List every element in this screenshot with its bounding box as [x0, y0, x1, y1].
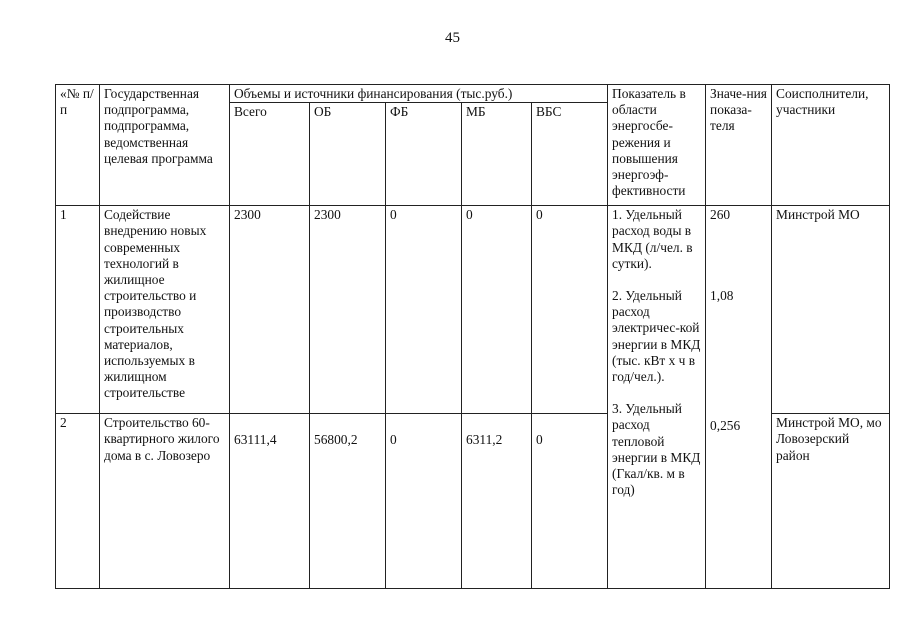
indicator-value: 1,08 — [710, 288, 734, 304]
row-funding-fb: 0 — [386, 414, 462, 589]
row-funding-vbs: 0 — [532, 414, 608, 589]
indicator-item: 1. Удельный расход воды в МКД (л/чел. в сутки). — [612, 207, 693, 271]
header-funding-mb: МБ — [462, 103, 532, 206]
page-number: 45 — [445, 30, 460, 46]
header-funding-vbs: ВБС — [532, 103, 608, 206]
row-executors: Минстрой МО — [772, 206, 890, 414]
header-values: Значе-ния показа-теля — [706, 85, 772, 206]
row-program: Содействие внедрению новых современных технологий в жилищное строительство и производство строительных материалов, используемых в жилищном строительстве — [100, 206, 230, 414]
row-num: 2 — [56, 414, 100, 589]
header-funding-fb: ФБ — [386, 103, 462, 206]
row-funding-vbs: 0 — [532, 206, 608, 414]
indicator-value: 260 — [710, 207, 731, 223]
header-indicator: Показатель в области энергосбе-режения и повышения энергоэф-фективности — [608, 85, 706, 206]
row-funding-total: 2300 — [230, 206, 310, 414]
indicator-value: 0,256 — [710, 417, 741, 433]
row-program: Строительство 60-квартирного жилого дома в с. Ловозеро — [100, 414, 230, 589]
row-funding-mb: 6311,2 — [462, 414, 532, 589]
header-funding-ob: ОБ — [310, 103, 386, 206]
row-funding-total: 63111,4 — [230, 414, 310, 589]
row-executors: Минстрой МО, мо Ловозерский район — [772, 414, 890, 589]
program-table — [55, 84, 890, 589]
header-executors: Соисполнители, участники — [772, 85, 890, 206]
indicators-cell — [608, 206, 706, 589]
row-funding-ob: 2300 — [310, 206, 386, 414]
row-funding-fb: 0 — [386, 206, 462, 414]
indicator-values-cell — [706, 206, 772, 589]
header-program: Государственная подпрограмма, подпрограмма, ведомственная целевая программа — [100, 85, 230, 206]
row-funding-ob: 56800,2 — [310, 414, 386, 589]
indicator-item: 2. Удельный расход электричес-кой энергии в МКД (тыс. кВт х ч в год/чел.). — [612, 288, 701, 385]
row-funding-mb: 0 — [462, 206, 532, 414]
header-funding-group: Объемы и источники финансирования (тыс.руб.) — [230, 85, 608, 103]
header-funding-total: Всего — [230, 103, 310, 206]
header-num: «№ п/п — [56, 85, 100, 206]
row-num: 1 — [56, 206, 100, 414]
table-row — [56, 206, 890, 414]
indicator-item: 3. Удельный расход тепловой энергии в МКД (Гкал/кв. м в год) — [612, 401, 701, 498]
